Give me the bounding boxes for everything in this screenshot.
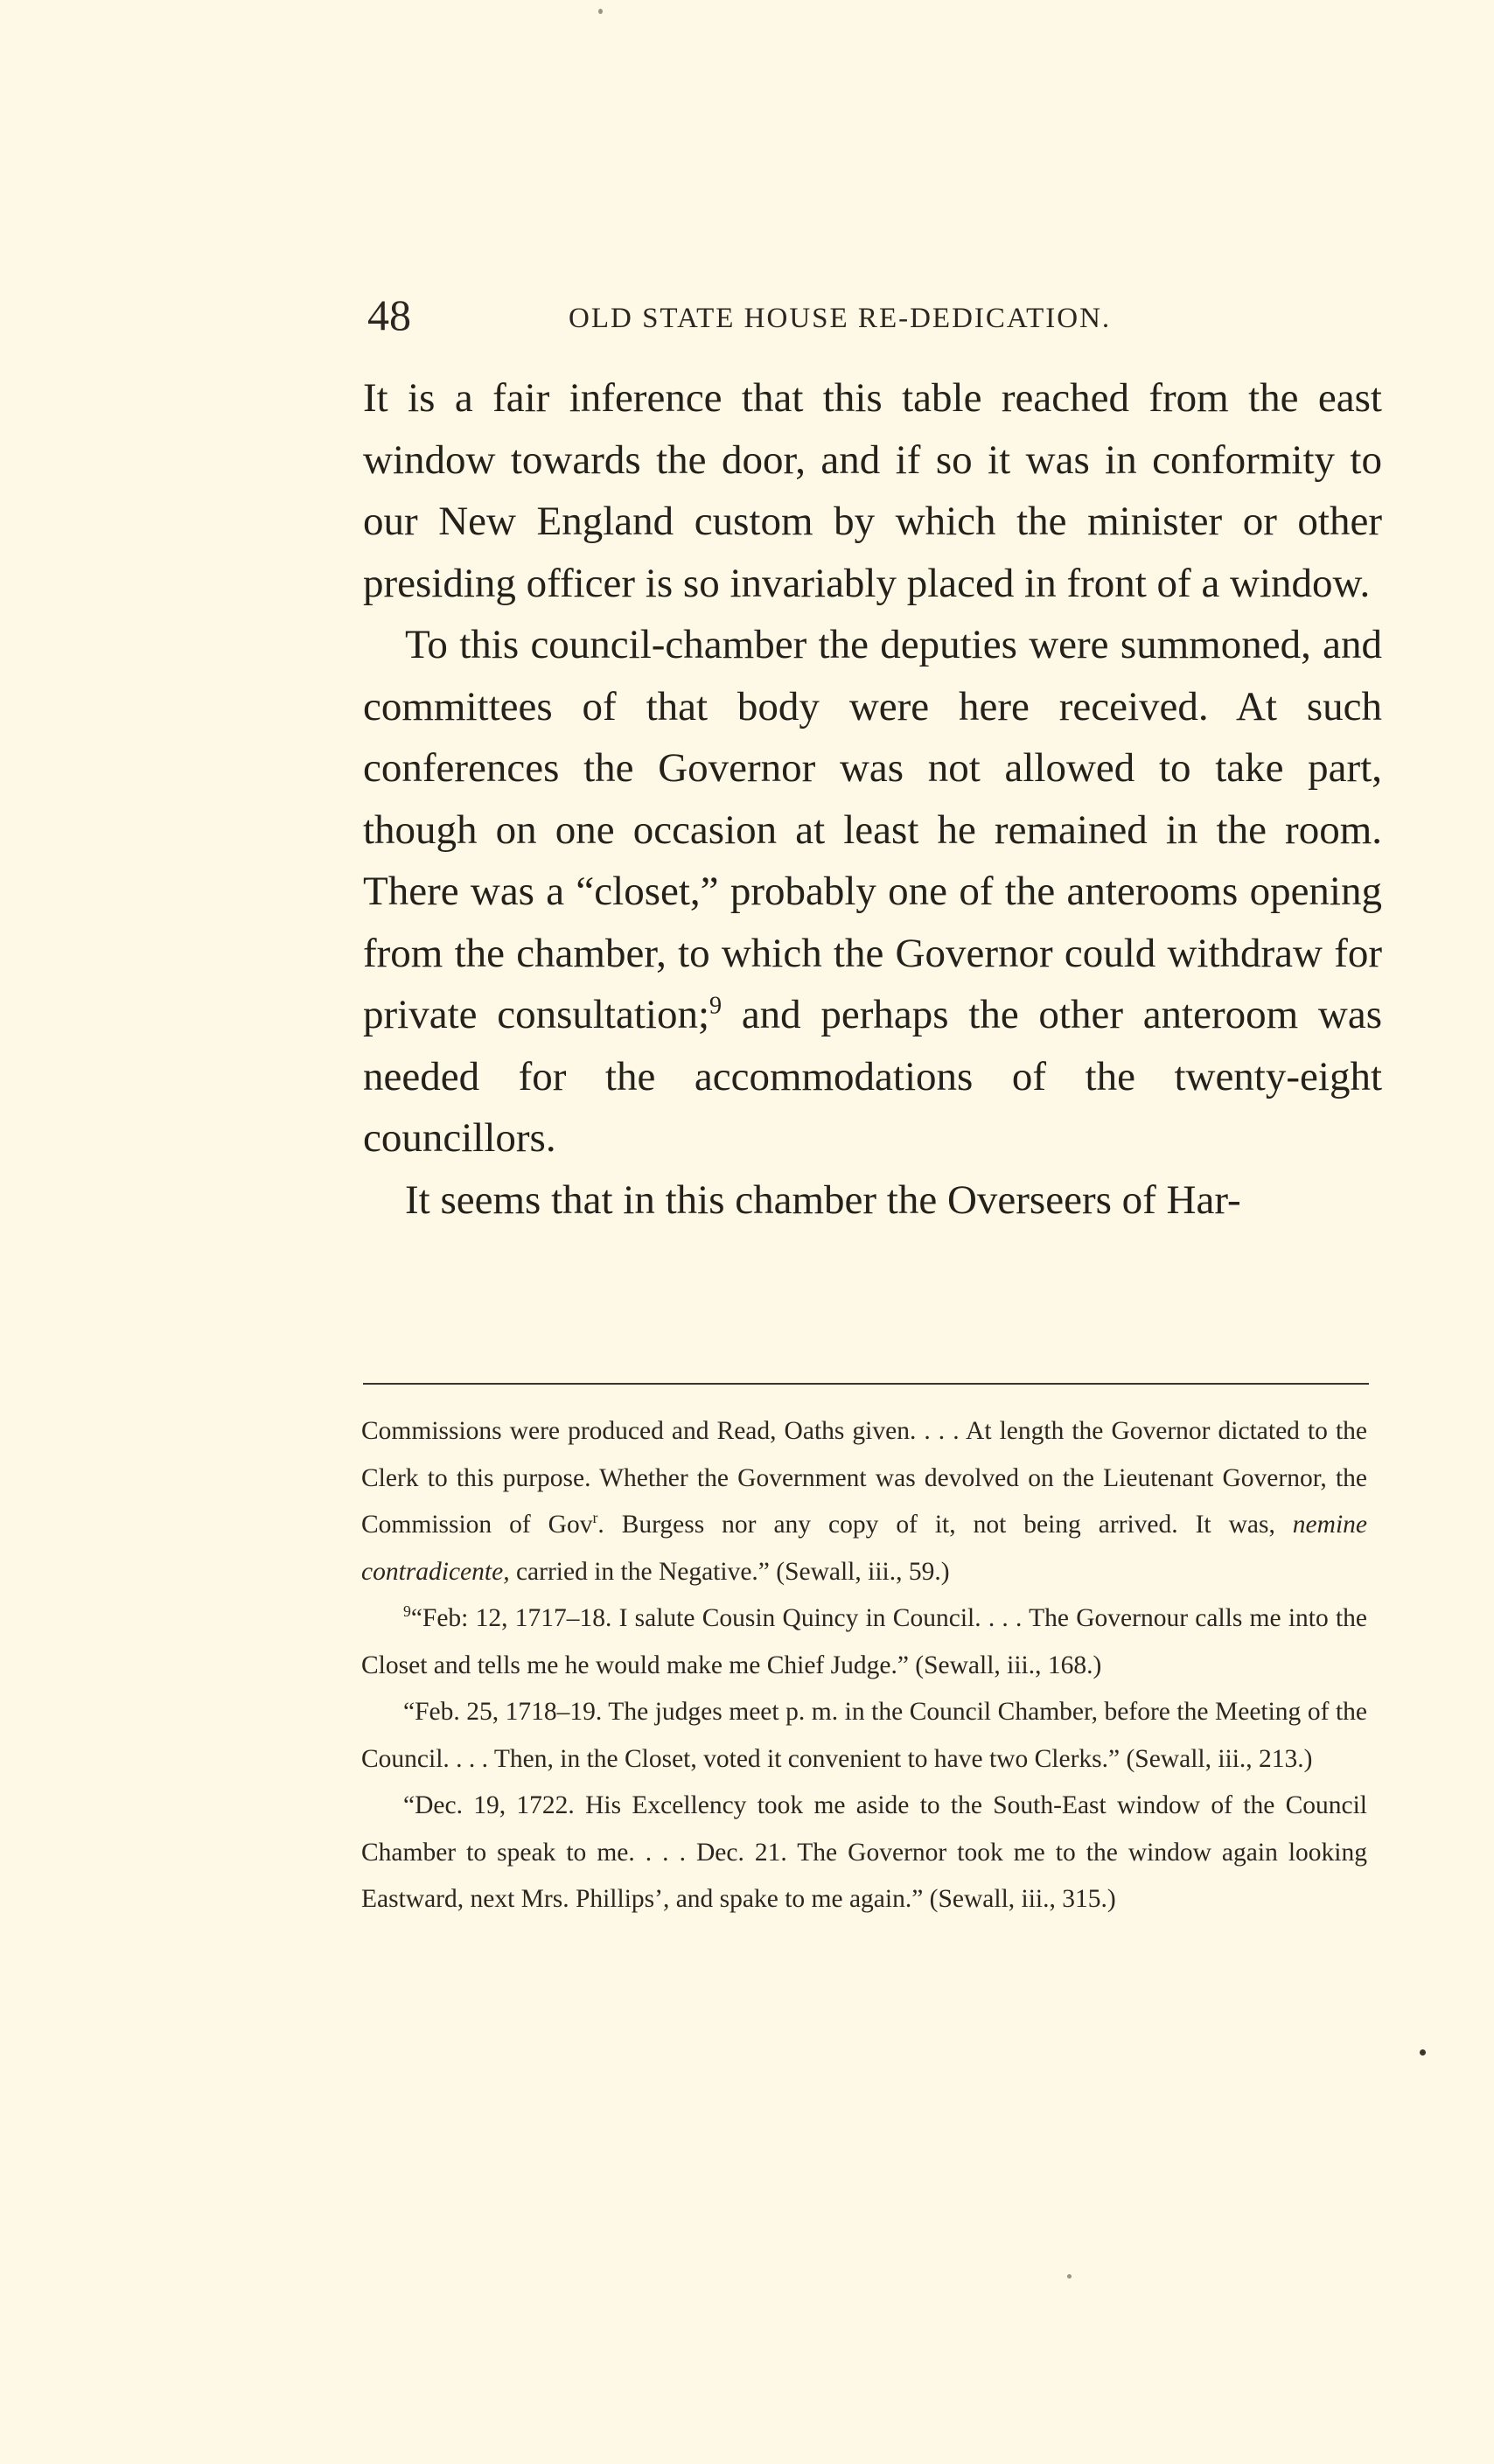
footnote-entry: “Dec. 19, 1722. His Excellency took me aside to the South-East window of the Council Chamber to speak to me. . . . Dec. 21. The Governor took me to the window again looking Eastward, next Mrs. Phillips’, and spake to me again.” (Sewall, iii., 315.) (361, 1791, 1367, 1913)
latin-phrase: nemine contradicente, (361, 1511, 1367, 1586)
footnote-continuation (361, 1408, 1367, 1595)
footnote-reference: 9 (709, 992, 723, 1020)
footnote-9 (361, 1595, 1367, 1689)
print-speck (1067, 2274, 1072, 2279)
footnote-text: “Feb: 12, 1717–18. I salute Cousin Quincy in Council. . . . The Governour calls me into the Closet and tells me he would make me Chief Judge.” (Sewall, iii., 168.) (361, 1604, 1367, 1679)
paragraph: It seems that in this chamber the Overseers of Har- (405, 1176, 1241, 1223)
paragraph: It is a fair inference that this table reached from the east window towards the door, and if so it was in conformity to our New England custom by which the minister or other presiding officer is so invariably placed in front of a window. (363, 375, 1382, 606)
footnote-divider (363, 1383, 1369, 1385)
body-text (363, 367, 1382, 1231)
print-speck (598, 9, 603, 14)
footnote-text: Commissions were produced and Read, Oaths given. . . . At length the Governor dictated to the Clerk to this purpose. Whether the Government was devolved on the Lieutenant Governor, the Commission of Gov (361, 1417, 1367, 1539)
footnote-marker: 9 (403, 1602, 411, 1621)
page-header (350, 289, 1382, 341)
footnote-entry: “Feb. 25, 1718–19. The judges meet p. m. in the Council Chamber, before the Meeting of the Council. . . . Then, in the Closet, voted it convenient to have two Clerks.” (Sewall, iii., 213.) (361, 1698, 1367, 1773)
footnotes (361, 1408, 1367, 1923)
superscript: r (592, 1509, 598, 1527)
paragraph (363, 614, 1382, 1169)
footnote-text: carried in the Negative.” (Sewall, iii., 59.) (509, 1557, 950, 1586)
running-title: OLD STATE HOUSE RE-DEDICATION. (569, 303, 1112, 334)
footnote-text: . Burgess nor any copy of it, not being arrived. It was, (597, 1511, 1293, 1539)
page-number: 48 (367, 290, 411, 339)
print-speck (1420, 2049, 1426, 2056)
paragraph-text: and perhaps the other anteroom was needed for the accommodations of the twenty-eight councillors. (363, 992, 1382, 1161)
paragraph-text: To this council-chamber the deputies were summoned, and committees of that body were here received. At such conferences the Governor was not allowed to take part, though on one occasion at least he remained in the room. There was a “closet,” probably one of the anterooms opening from the chamber, to which the Governor could withdraw for private consultation; (363, 622, 1382, 1037)
